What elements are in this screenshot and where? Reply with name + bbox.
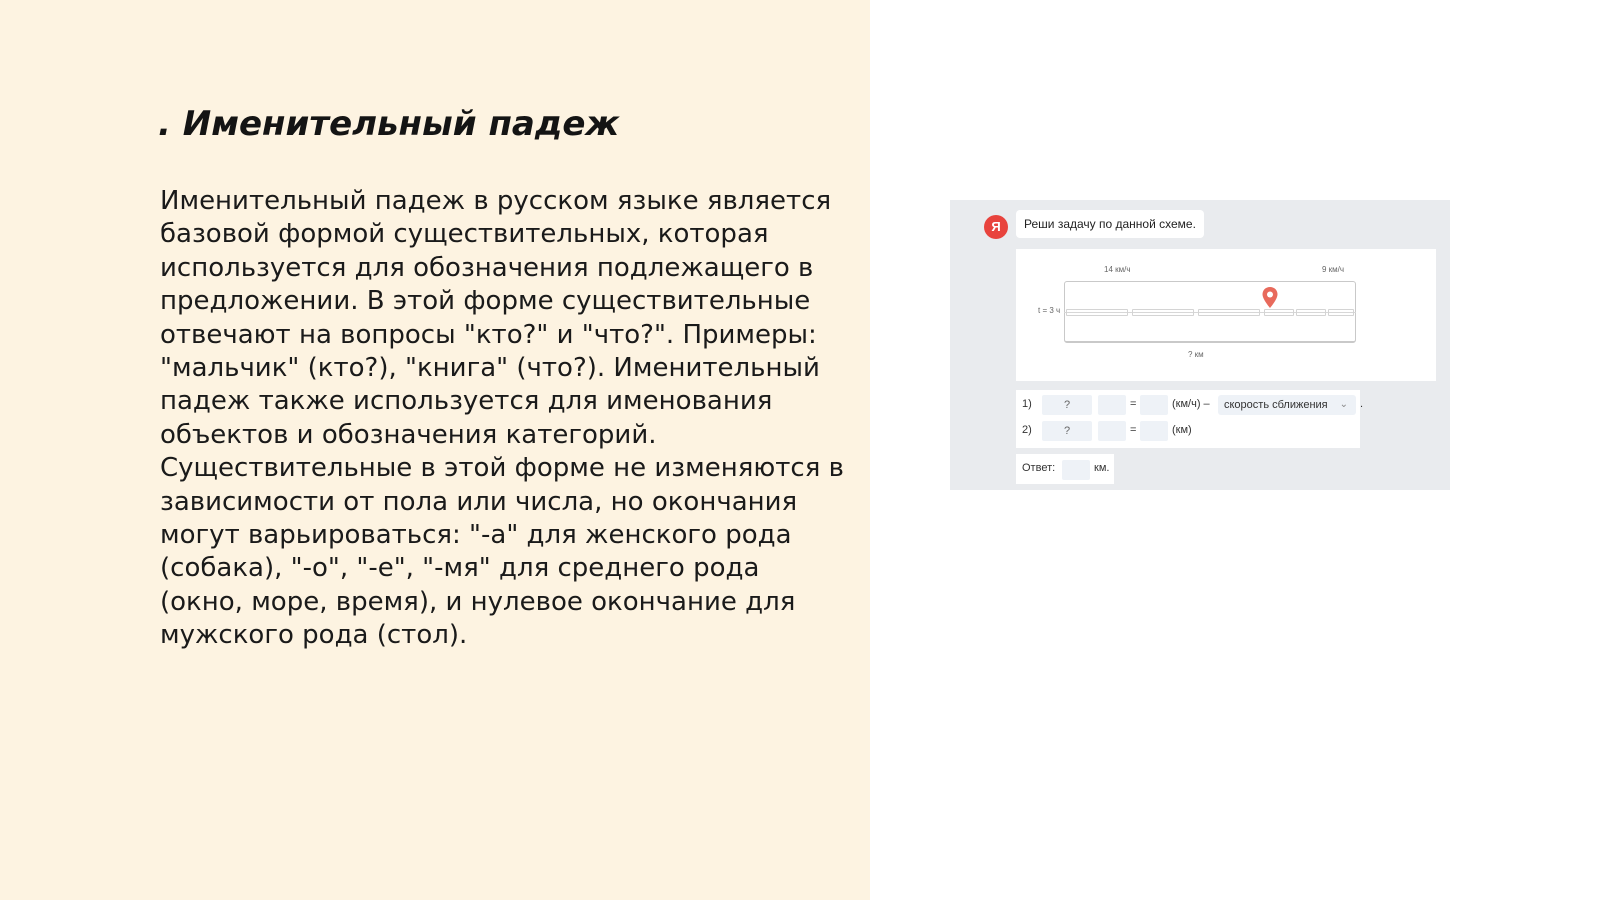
answer-label: Ответ: bbox=[1022, 462, 1056, 474]
speed-right-label: 9 км/ч bbox=[1322, 265, 1345, 274]
track-segment bbox=[1264, 309, 1294, 316]
distance-label: ? км bbox=[1188, 350, 1204, 359]
speed-left-label: 14 км/ч bbox=[1104, 265, 1131, 274]
row-number: 2) bbox=[1022, 424, 1032, 436]
yandex-logo-icon: Я bbox=[984, 215, 1008, 239]
track-segment bbox=[1132, 309, 1194, 316]
value-input[interactable] bbox=[1098, 395, 1126, 415]
time-label: t = 3 ч bbox=[1038, 306, 1061, 315]
map-pin-icon bbox=[1261, 286, 1279, 310]
track-segment bbox=[1066, 309, 1128, 316]
result-input[interactable] bbox=[1140, 421, 1168, 441]
solution-rows bbox=[1016, 390, 1364, 448]
row-number: 1) bbox=[1022, 398, 1032, 410]
row-end-period: . bbox=[1360, 398, 1364, 410]
answer-select[interactable] bbox=[1218, 395, 1356, 415]
solution-row bbox=[1022, 420, 1358, 442]
answer-unit: км. bbox=[1094, 462, 1110, 474]
scheme-diagram bbox=[1016, 249, 1436, 381]
slide-title: . Именительный падеж bbox=[158, 104, 620, 144]
answer-input[interactable] bbox=[1062, 460, 1090, 480]
unit-label: (км/ч) – bbox=[1172, 398, 1210, 410]
answer-field bbox=[1016, 454, 1114, 484]
chevron-down-icon: ⌄ bbox=[1339, 399, 1348, 410]
task-screenshot bbox=[950, 200, 1450, 490]
value-input[interactable] bbox=[1098, 421, 1126, 441]
track-segment bbox=[1328, 309, 1354, 316]
equals-sign: = bbox=[1130, 424, 1137, 436]
track-segment bbox=[1198, 309, 1260, 316]
unit-label: (км) bbox=[1172, 424, 1192, 436]
equals-sign: = bbox=[1130, 398, 1137, 410]
track-segment bbox=[1296, 309, 1326, 316]
slide-body-text: Именительный падеж в русском языке является базовой формой существительных, которая используется для обозначения подлежащего в предложении. В этой форме существительные отвечают на вопросы "кто?" и "что?". Примеры: "мальчик" (кто?), "книга" (что?). Именительный падеж также используется для именования объектов и обозначения категорий. Существительные в этой форме не изменяются в зависимости от пола или числа, но окончания могут варьироваться: "-а" для женского рода (собака), "-о", "-е", "-мя" для среднего рода (окно, море, время), и нулевое окончание для мужского рода (стол). bbox=[160, 186, 844, 651]
solution-row bbox=[1022, 394, 1364, 416]
task-prompt: Реши задачу по данной схеме. bbox=[1016, 210, 1204, 238]
value-input[interactable]: ? bbox=[1042, 395, 1092, 415]
value-input[interactable]: ? bbox=[1042, 421, 1092, 441]
result-input[interactable] bbox=[1140, 395, 1168, 415]
answer-select-value: скорость сближения bbox=[1224, 399, 1328, 411]
